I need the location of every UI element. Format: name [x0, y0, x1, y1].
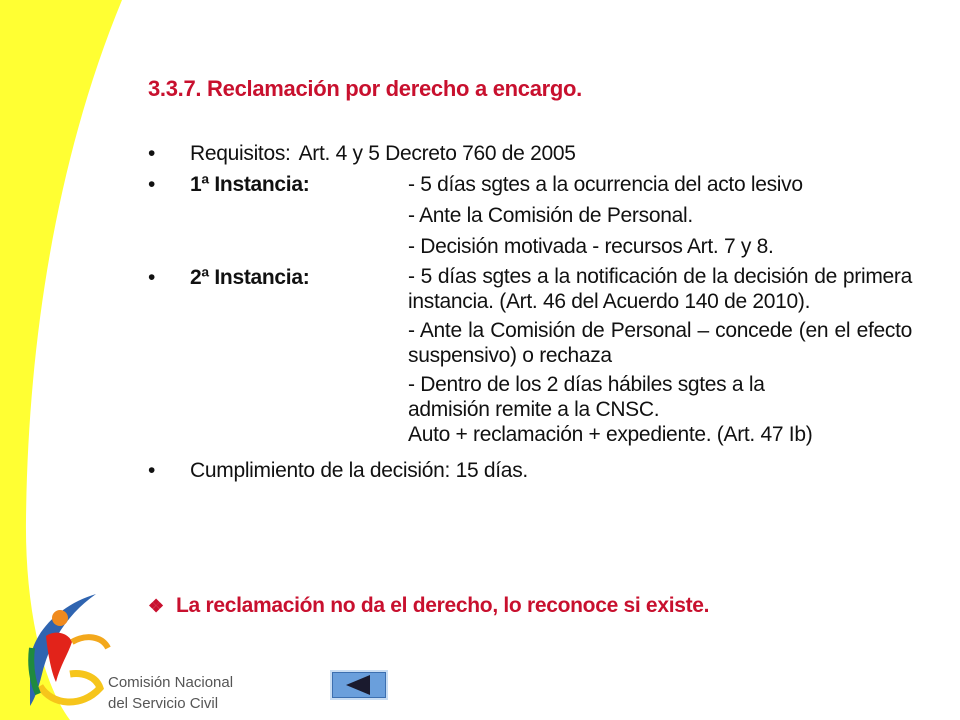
organization-line-1: Comisión Nacional: [108, 674, 234, 691]
cnsc-logo-icon: [26, 590, 112, 714]
back-button[interactable]: [330, 670, 388, 700]
sub-detail-text: - Decisión motivada - recursos Art. 7 y 8.: [408, 235, 774, 258]
bullet-requisitos: [148, 140, 912, 167]
sub-detail-text: Auto + reclamación + expediente. (Art. 47 Ib): [408, 423, 813, 446]
slide-title: 3.3.7. Reclamación por derecho a encargo.: [148, 76, 582, 101]
sub-detail-text: - Ante la Comisión de Personal.: [408, 204, 693, 227]
bullet-detail: Art. 4 y 5 Decreto 760 de 2005: [298, 142, 576, 165]
bullet-label: 2ª Instancia:: [190, 266, 310, 289]
closing-note-text: La reclamación no da el derecho, lo reconoce si existe.: [176, 594, 710, 617]
sub-detail: [148, 233, 912, 260]
bullet-text: Cumplimiento de la decisión: 15 días.: [190, 459, 528, 482]
bullet-marker: •: [148, 173, 156, 196]
organization-name: [108, 672, 233, 714]
bullet-marker: •: [148, 142, 156, 165]
sub-detail: [148, 318, 912, 368]
diamond-bullet-icon: ❖: [148, 595, 164, 616]
bullet-label: 1ª Instancia:: [190, 173, 310, 196]
bullet-detail: - 5 días sgtes a la ocurrencia del acto lesivo: [408, 173, 803, 196]
sub-detail: [148, 422, 912, 447]
bullet-segunda-instancia: [148, 264, 912, 314]
bullet-label: Requisitos:: [190, 142, 291, 165]
back-arrow-icon: [332, 672, 386, 698]
sub-detail: [148, 372, 912, 422]
closing-note: [148, 594, 709, 618]
sub-detail-text: - Ante la Comisión de Personal – concede (en el efecto suspensivo) o rechaza: [408, 319, 912, 367]
bullet-detail: - 5 días sgtes a la notificación de la decisión de primera instancia. (Art. 46 del Acuerdo 140 de 2010).: [408, 265, 912, 313]
slide-content: [148, 140, 912, 484]
bullet-primera-instancia: [148, 171, 912, 198]
organization-line-2: del Servicio Civil: [108, 695, 219, 712]
bullet-cumplimiento: [148, 457, 912, 484]
sub-detail: [148, 202, 912, 229]
bullet-marker: •: [148, 459, 156, 482]
sub-detail-text: - Dentro de los 2 días hábiles sgtes a la admisión remite a la CNSC.: [408, 373, 765, 421]
bullet-marker: •: [148, 266, 156, 289]
